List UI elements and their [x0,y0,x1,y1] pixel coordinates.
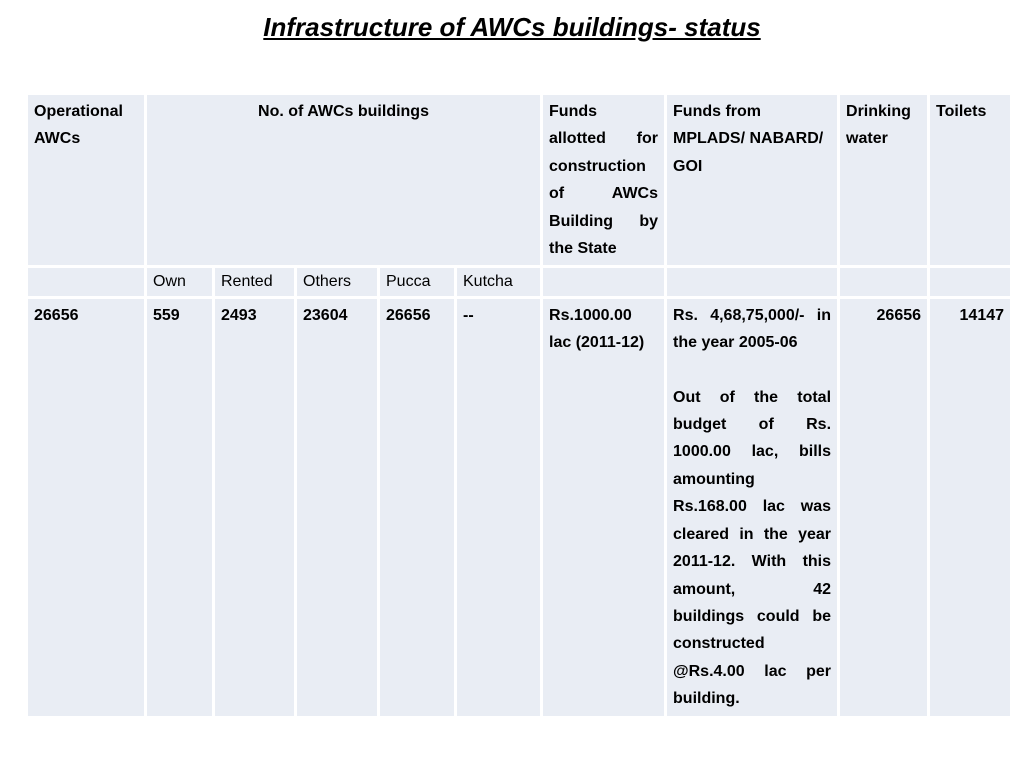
awc-infrastructure-table [25,92,1013,719]
subheader-empty [667,268,837,295]
header-awc-buildings: No. of AWCs buildings [147,95,540,265]
header-funds-state: Funds allotted for construction of AWCs Building by the State [543,95,664,265]
cell-pucca: 26656 [380,299,454,716]
funds-mplads-amount: Rs. 4,68,75,000/- in the year 2005-06 [673,306,832,352]
cell-toilets: 14147 [930,299,1010,716]
table-row [28,299,1010,716]
cell-others: 23604 [297,299,377,716]
subheader-empty [28,268,144,295]
header-drinking-water: Drinking water [840,95,927,265]
header-toilets: Toilets [930,95,1010,265]
cell-drinking-water: 26656 [840,299,927,716]
cell-kutcha: -- [457,299,540,716]
cell-funds-mplads [667,299,837,716]
subheader-kutcha: Kutcha [457,268,540,295]
table-subheader-row [28,268,1010,295]
cell-own: 559 [147,299,212,716]
table-header-row [28,95,1010,265]
cell-operational-awcs: 26656 [28,299,144,716]
header-funds-mplads: Funds from MPLADS/ NABARD/ GOI [667,95,837,265]
subheader-rented: Rented [215,268,294,295]
subheader-empty [543,268,664,295]
cell-funds-state: Rs.1000.00 lac (2011-12) [543,299,664,716]
subheader-empty [840,268,927,295]
subheader-others: Others [297,268,377,295]
funds-mplads-note: Out of the total budget of Rs. 1000.00 lac, bills amounting Rs.168.00 lac was cleared in the year 2011-12. With this amount, 42 buildings could be constructed @Rs.4.00 lac per building. [673,388,832,708]
subheader-own: Own [147,268,212,295]
page-title: Infrastructure of AWCs buildings- status [263,12,761,42]
header-operational-awcs: Operational AWCs [28,95,144,265]
cell-rented: 2493 [215,299,294,716]
subheader-pucca: Pucca [380,268,454,295]
subheader-empty [930,268,1010,295]
